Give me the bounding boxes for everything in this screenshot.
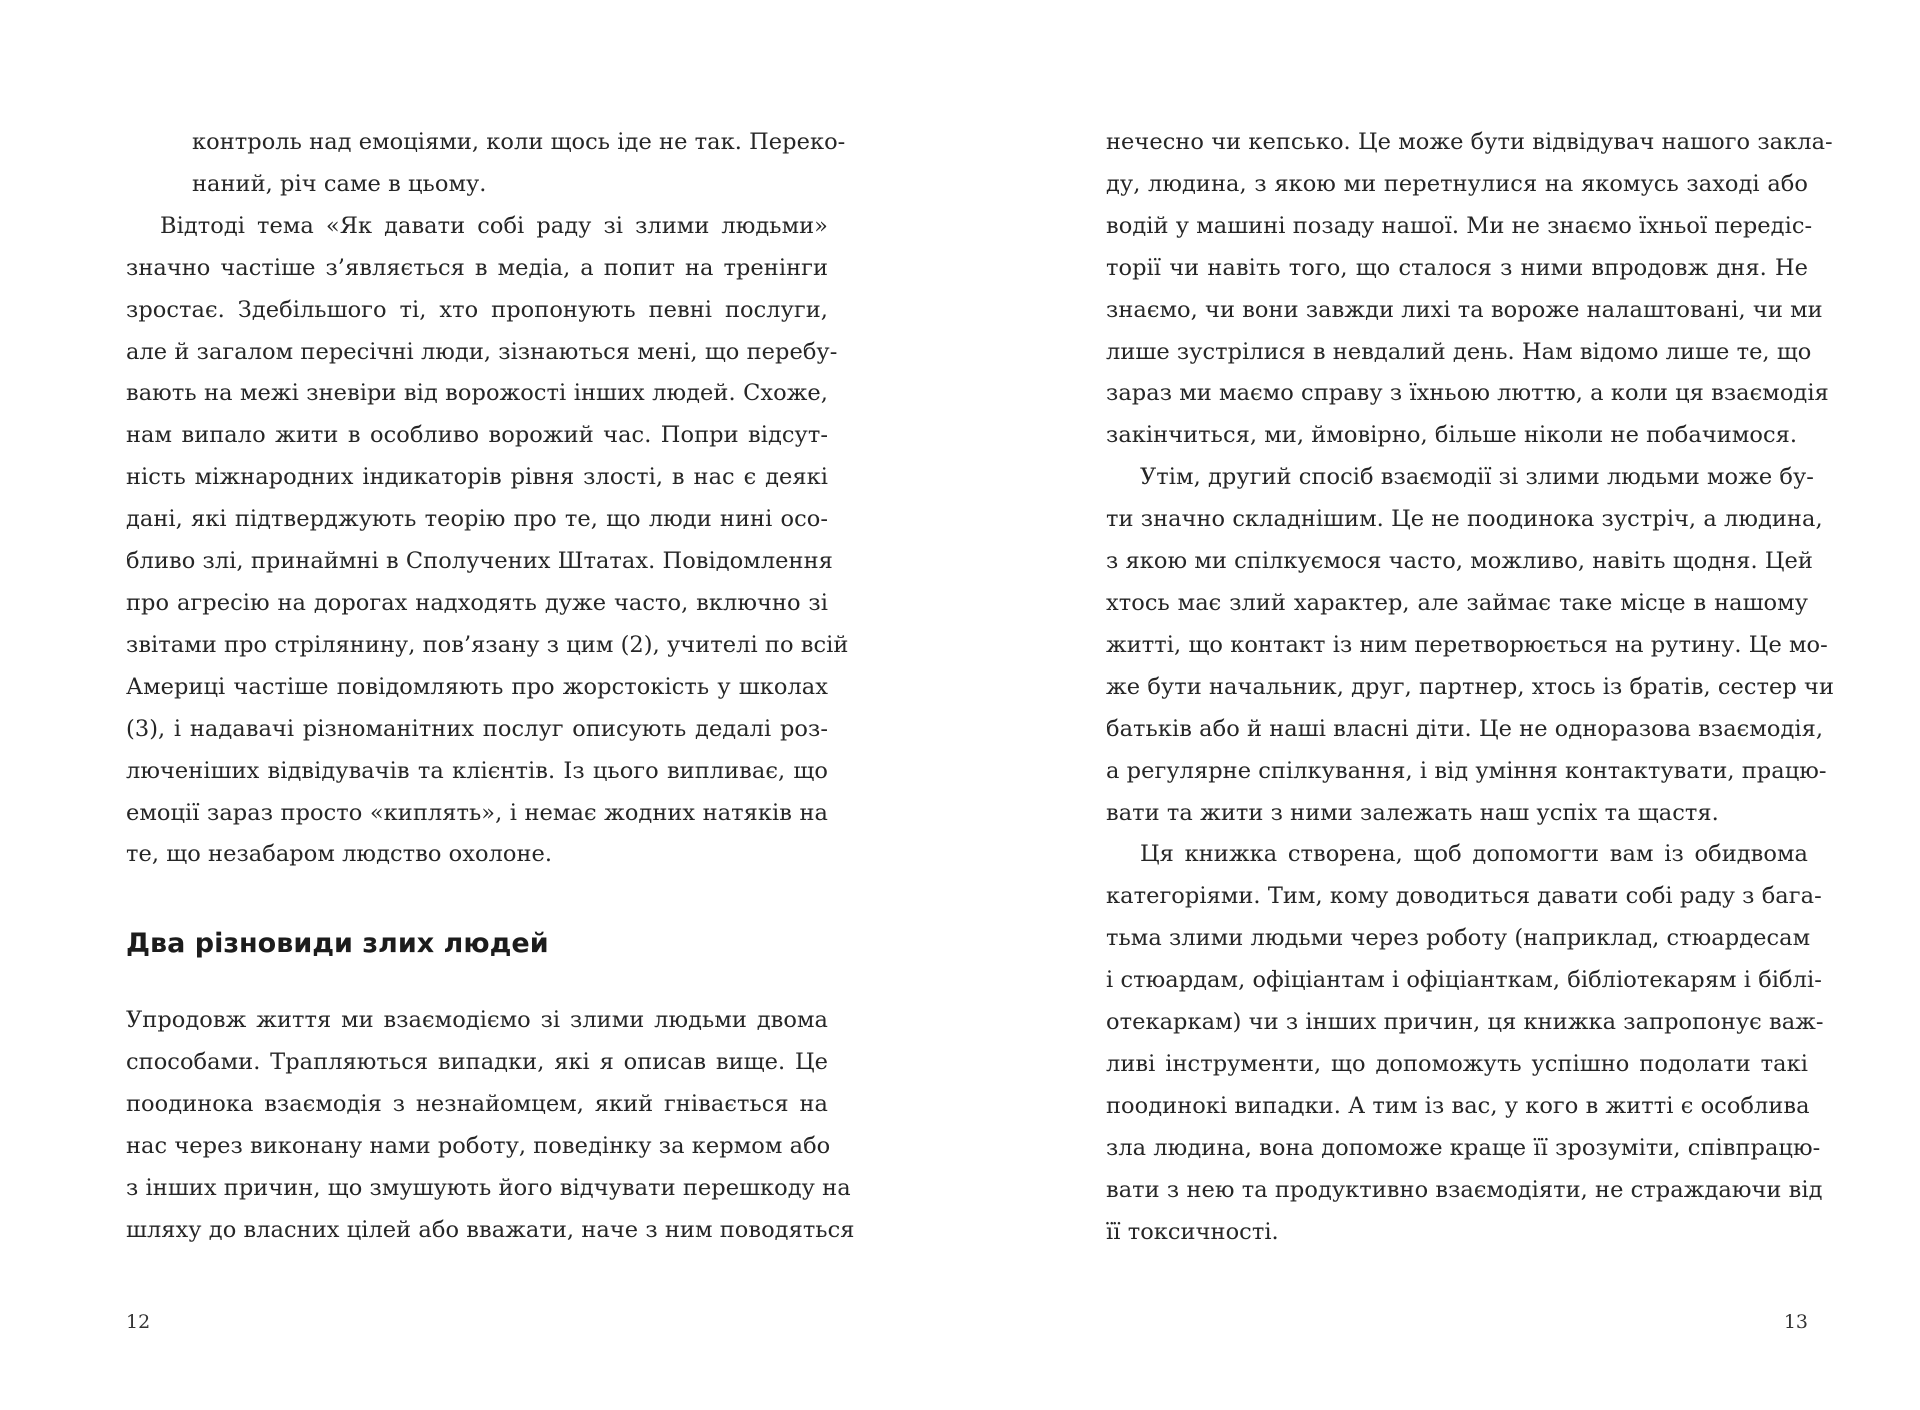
section-heading: Два різновиди злих людей [126,928,549,959]
text-line: а регулярне спілкування, і від уміння контактувати, працю- [1106,757,1827,784]
text-line: зростає. Здебільшого ті, хто пропонують певні послуги, [126,296,828,323]
text-line: Америці частіше повідомляють про жорстокість у школах [126,673,828,700]
text-line: люченіших відвідувачів та клієнтів. Із цього випливає, що [126,757,828,784]
text-line: батьків або й наші власні діти. Це не одноразова взаємодія, [1106,715,1824,742]
text-line: Ця книжка створена, щоб допомогти вам із обидвома [1140,841,1808,868]
text-line: емоції зараз просто «киплять», і немає жодних натяків на [126,799,828,826]
text-line: ти значно складнішим. Це не поодинока зустріч, а людина, [1106,506,1823,533]
text-line: наний, річ саме в цьому. [192,170,487,197]
text-line: з якою ми спілкуємося часто, можливо, навіть щодня. Цей [1106,548,1813,575]
text-line: її токсичності. [1106,1218,1279,1245]
text-line: закінчиться, ми, ймовірно, більше ніколи не побачимося. [1106,422,1798,449]
text-line: Утім, другий спосіб взаємодії зі злими людьми може бу- [1140,464,1814,491]
right-page [960,0,1920,1410]
page-number: 12 [126,1311,151,1333]
text-line: зараз ми маємо справу з їхньою люттю, а коли ця взаємодія [1106,380,1829,407]
text-line: вають на межі зневіри від ворожості інших людей. Схоже, [126,380,828,407]
text-line: поодинокі випадки. А тим із вас, у кого в житті є особлива [1106,1092,1810,1119]
text-line: тьма злими людьми через роботу (наприклад, стюардесам [1106,925,1811,952]
text-line: водій у машині позаду нашої. Ми не знаємо їхньої передіс- [1106,212,1813,239]
text-line: нас через виконану нами роботу, поведінку за кермом або [126,1132,831,1159]
text-line: значно частіше з’являється в медіа, а попит на тренінги [126,254,828,281]
text-line: ливі інструменти, що допоможуть успішно подолати такі [1106,1050,1808,1077]
text-line: вати та жити з ними залежать наш успіх та щастя. [1106,799,1719,826]
text-line: і стюардам, офіціантам і офіціанткам, бібліотекарям і біблі- [1106,967,1822,994]
left-page-section-body [126,1000,855,1251]
text-line: (3), і надавачі різноманітних послуг описують дедалі роз- [126,715,828,742]
text-line: же бути начальник, друг, партнер, хтось із братів, сестер чи [1106,673,1835,700]
text-line: поодинока взаємодія з незнайомцем, який гнівається на [126,1090,828,1117]
text-line: отекаркам) чи з інших причин, ця книжка запропонує важ- [1106,1009,1824,1036]
text-line: ду, людина, з якою ми перетнулися на якомусь заході або [1106,170,1808,197]
text-line: способами. Трапляються випадки, які я описав вище. Це [126,1048,828,1075]
text-line: з інших причин, що змушують його відчувати перешкоду на [126,1174,851,1201]
text-line: нам випало жити в особливо ворожий час. Попри відсут- [126,422,828,449]
text-line: знаємо, чи вони завжди лихі та вороже налаштовані, чи ми [1106,296,1823,323]
text-line: дані, які підтверджують теорію про те, що люди нині осо- [126,506,828,533]
text-line: Відтоді тема «Як давати собі раду зі злими людьми» [160,212,828,239]
right-page-body [1106,122,1835,1253]
text-line: про агресію на дорогах надходять дуже часто, включно зі [126,589,828,616]
text-line: звітами про стрілянину, пов’язану з цим (2), учителі по всій [126,631,849,658]
text-line: те, що незабаром людство охолоне. [126,841,553,868]
text-line: Упродовж життя ми взаємодіємо зі злими людьми двома [126,1007,828,1033]
text-line: хтось має злий характер, але займає таке місце в нашому [1106,589,1808,616]
text-line: ність міжнародних індикаторів рівня злості, в нас є деякі [126,464,828,491]
text-line: торії чи навіть того, що сталося з ними впродовж дня. Не [1106,254,1808,281]
text-line: лише зустрілися в невдалий день. Нам відомо лише те, що [1106,338,1812,365]
text-line: житті, що контакт із ним перетворюється на рутину. Це мо- [1106,631,1828,658]
text-line: але й загалом пересічні люди, зізнаються мені, що перебу- [126,338,838,365]
text-line: категоріями. Тим, кому доводиться давати собі раду з бага- [1106,883,1822,910]
page-number: 13 [1783,1311,1808,1333]
text-line: нечесно чи кепсько. Це може бути відвідувач нашого закла- [1106,129,1833,155]
text-line: контроль над емоціями, коли щось іде не так. Переко- [192,129,846,155]
left-page-body [126,122,849,876]
text-line: зла людина, вона допоможе краще її зрозуміти, співпрацю- [1106,1134,1821,1161]
text-line: бливо злі, принаймні в Сполучених Штатах. Повідомлення [126,548,833,575]
text-line: вати з нею та продуктивно взаємодіяти, не страждаючи від [1106,1176,1823,1203]
text-line: шляху до власних цілей або вважати, наче з ним поводяться [126,1216,855,1243]
